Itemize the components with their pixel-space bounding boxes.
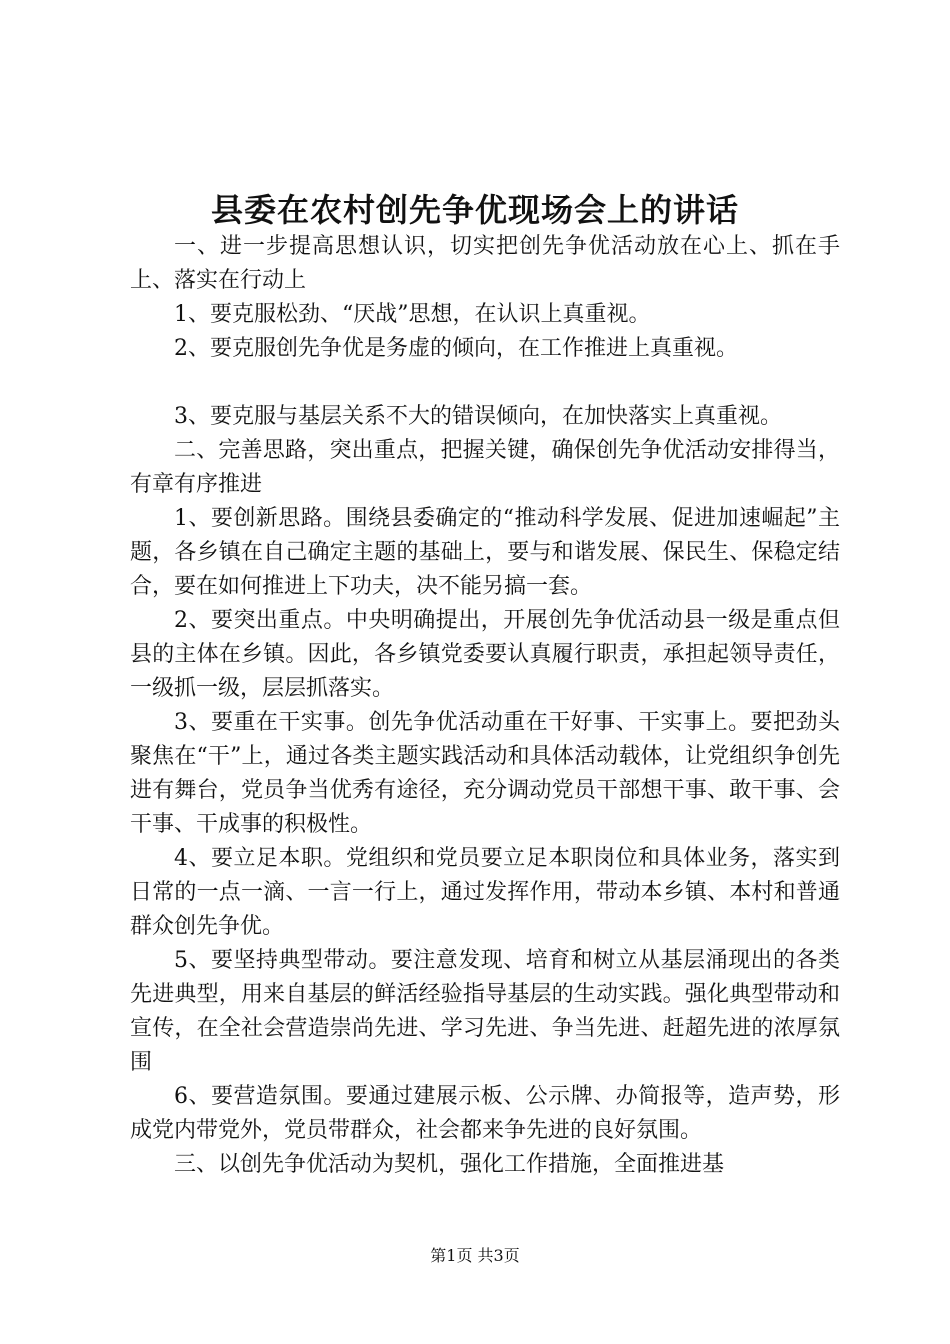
paragraph-item: 5、要坚持典型带动。要注意发现、培育和树立从基层涌现出的各类先进典型，用来自基层的鲜活经验指导基层的生动实践。强化典型带动和宣传，在全社会营造崇尚先进、学习先进、争当先进、赶超先进的浓厚氛围 [130,948,840,1075]
paragraph-item: 3、要重在干实事。创先争优活动重在干好事、干实事上。要把劲头聚焦在“干”上，通过各类主题实践活动和具体活动载体，让党组织争创先进有舞台，党员争当优秀有途径，充分调动党员干部想干事、敢干事、会干事、干成事的积极性。 [130,710,840,837]
section-heading-2: 二、完善思路，突出重点，把握关键，确保创先争优活动安排得当，有章有序推进 [130,438,840,497]
paragraph-item: 2、要突出重点。中央明确提出，开展创先争优活动县一级是重点但县的主体在乡镇。因此，各乡镇党委要认真履行职责，承担起领导责任，一级抓一级，层层抓落实。 [130,608,840,701]
paragraph-item: 3、要克服与基层关系不大的错误倾向，在加快落实上真重视。 [174,404,782,429]
section-heading-3: 三、以创先争优活动为契机，强化工作措施，全面推进基 [174,1152,725,1177]
paragraph-item: 1、要克服松劲、“厌战”思想，在认识上真重视。 [174,302,651,327]
section-heading-1: 一、进一步提高思想认识，切实把创先争优活动放在心上、抓在手上、落实在行动上 [130,234,840,293]
document-body [130,230,840,1182]
paragraph-item: 2、要克服创先争优是务虚的倾向，在工作推进上真重视。 [174,336,738,361]
paragraph-item: 4、要立足本职。党组织和党员要立足本职岗位和具体业务，落实到日常的一点一滴、一言一行上，通过发挥作用，带动本乡镇、本村和普通群众创先争优。 [130,846,840,939]
paragraph-item: 1、要创新思路。围绕县委确定的“推动科学发展、促进加速崛起”主题，各乡镇在自己确定主题的基础上，要与和谐发展、保民生、保稳定结合，要在如何推进上下功夫，决不能另搞一套。 [130,506,840,599]
page-number-footer: 第1页 共3页 [430,1246,520,1265]
document-title: 县委在农村创先争优现场会上的讲话 [210,191,739,229]
blank-line [130,366,840,400]
paragraph-item: 6、要营造氛围。要通过建展示板、公示牌、办简报等，造声势，形成党内带党外，党员带群众，社会都来争先进的良好氛围。 [130,1084,840,1143]
